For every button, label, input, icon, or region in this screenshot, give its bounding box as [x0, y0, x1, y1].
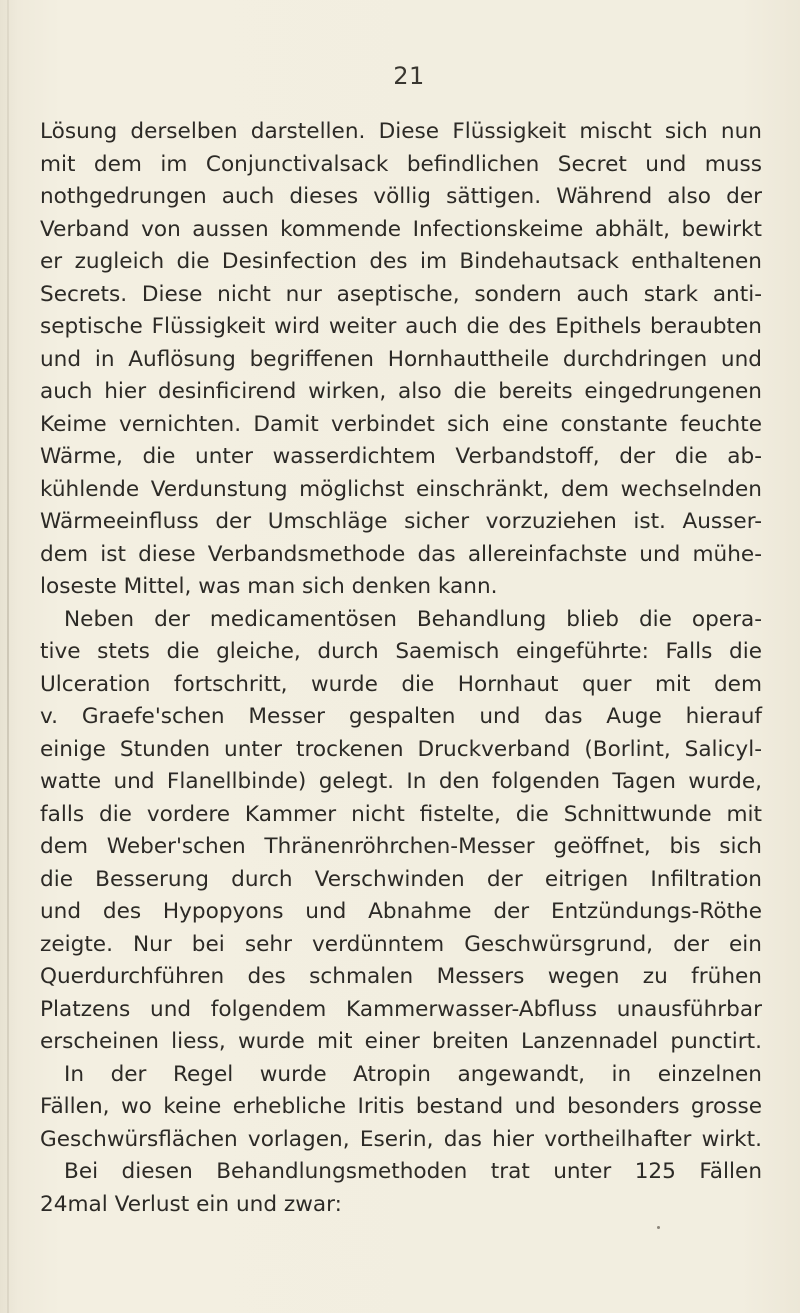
text-line: er zugleich die Desinfection des im Bindehautsack enthaltenen	[40, 249, 762, 274]
body-text	[40, 116, 762, 1221]
text-line: die Besserung durch Verschwinden der eitrigen Infiltration	[40, 866, 762, 892]
text-line: zeigte. Nur bei sehr verdünntem Geschwürsgrund, der ein	[40, 931, 762, 957]
text-line: Ulceration fortschritt, wurde die Hornhaut quer mit dem	[40, 671, 762, 697]
text-line: Secrets. Diese nicht nur aseptische, sondern auch stark anti-	[40, 281, 762, 307]
text-line: Verband von aussen kommende Infectionskeime abhält, bewirkt	[40, 216, 762, 242]
text-line: Lösung derselben darstellen. Diese Flüssigkeit mischt sich nun	[40, 119, 762, 144]
text-line: v. Graefe'schen Messer gespalten und das Auge hierauf	[40, 704, 762, 729]
text-line: und des Hypopyons und Abnahme der Entzündungs-Röthe	[40, 899, 762, 924]
text-line: falls die vordere Kammer nicht fistelte, die Schnittwunde mit	[40, 801, 762, 827]
text-line: Wärme, die unter wasserdichtem Verbandstoff, der die ab-	[40, 444, 762, 469]
text-line: Wärmeeinfluss der Umschläge sicher vorzuziehen ist. Ausser-	[40, 509, 762, 534]
text-line: watte und Flanellbinde) gelegt. In den folgenden Tagen wurde,	[40, 769, 762, 794]
text-line: Fällen, wo keine erhebliche Iritis bestand und besonders grosse	[40, 1094, 762, 1119]
paragraph-start-line: Neben der medicamentösen Behandlung blieb die opera-	[64, 606, 762, 632]
text-line: tive stets die gleiche, durch Saemisch eingeführte: Falls die	[40, 639, 762, 664]
paragraph-end-line: 24mal Verlust ein und zwar:	[40, 1191, 342, 1217]
ink-speck	[657, 1226, 660, 1229]
text-line: kühlende Verdunstung möglichst einschränkt, dem wechselnden	[40, 476, 762, 502]
text-line: Platzens und folgendem Kammerwasser-Abfluss unausführbar	[40, 996, 762, 1022]
paragraph-end-line: loseste Mittel, was man sich denken kann.	[40, 574, 498, 599]
text-line: mit dem im Conjunctivalsack befindlichen Secret und muss	[40, 151, 762, 177]
paragraph-start-line: Bei diesen Behandlungsmethoden trat unter 125 Fällen	[64, 1159, 762, 1184]
text-line: dem ist diese Verbandsmethode das allereinfachste und mühe-	[40, 541, 762, 567]
page-gutter	[7, 0, 9, 1313]
text-line: Keime vernichten. Damit verbindet sich eine constante feuchte	[40, 411, 762, 437]
page-number: 21	[393, 62, 425, 90]
text-line: Querdurchführen des schmalen Messers wegen zu frühen	[40, 964, 762, 989]
text-line: auch hier desinficirend wirken, also die bereits eingedrungenen	[40, 379, 762, 404]
text-line: Geschwürsflächen vorlagen, Eserin, das hier vortheilhafter wirkt.	[40, 1126, 762, 1152]
text-line: erscheinen liess, wurde mit einer breiten Lanzennadel punctirt.	[40, 1029, 762, 1054]
text-line: einige Stunden unter trockenen Druckverband (Borlint, Salicyl-	[40, 736, 762, 762]
text-line: nothgedrungen auch dieses völlig sättigen. Während also der	[40, 184, 762, 209]
text-line: und in Auflösung begriffenen Hornhauttheile durchdringen und	[40, 346, 762, 372]
paragraph-start-line: In der Regel wurde Atropin angewandt, in einzelnen	[64, 1061, 762, 1087]
text-line: septische Flüssigkeit wird weiter auch die des Epithels beraubten	[40, 314, 762, 339]
text-line: dem Weber'schen Thränenröhrchen-Messer geöffnet, bis sich	[40, 834, 762, 859]
